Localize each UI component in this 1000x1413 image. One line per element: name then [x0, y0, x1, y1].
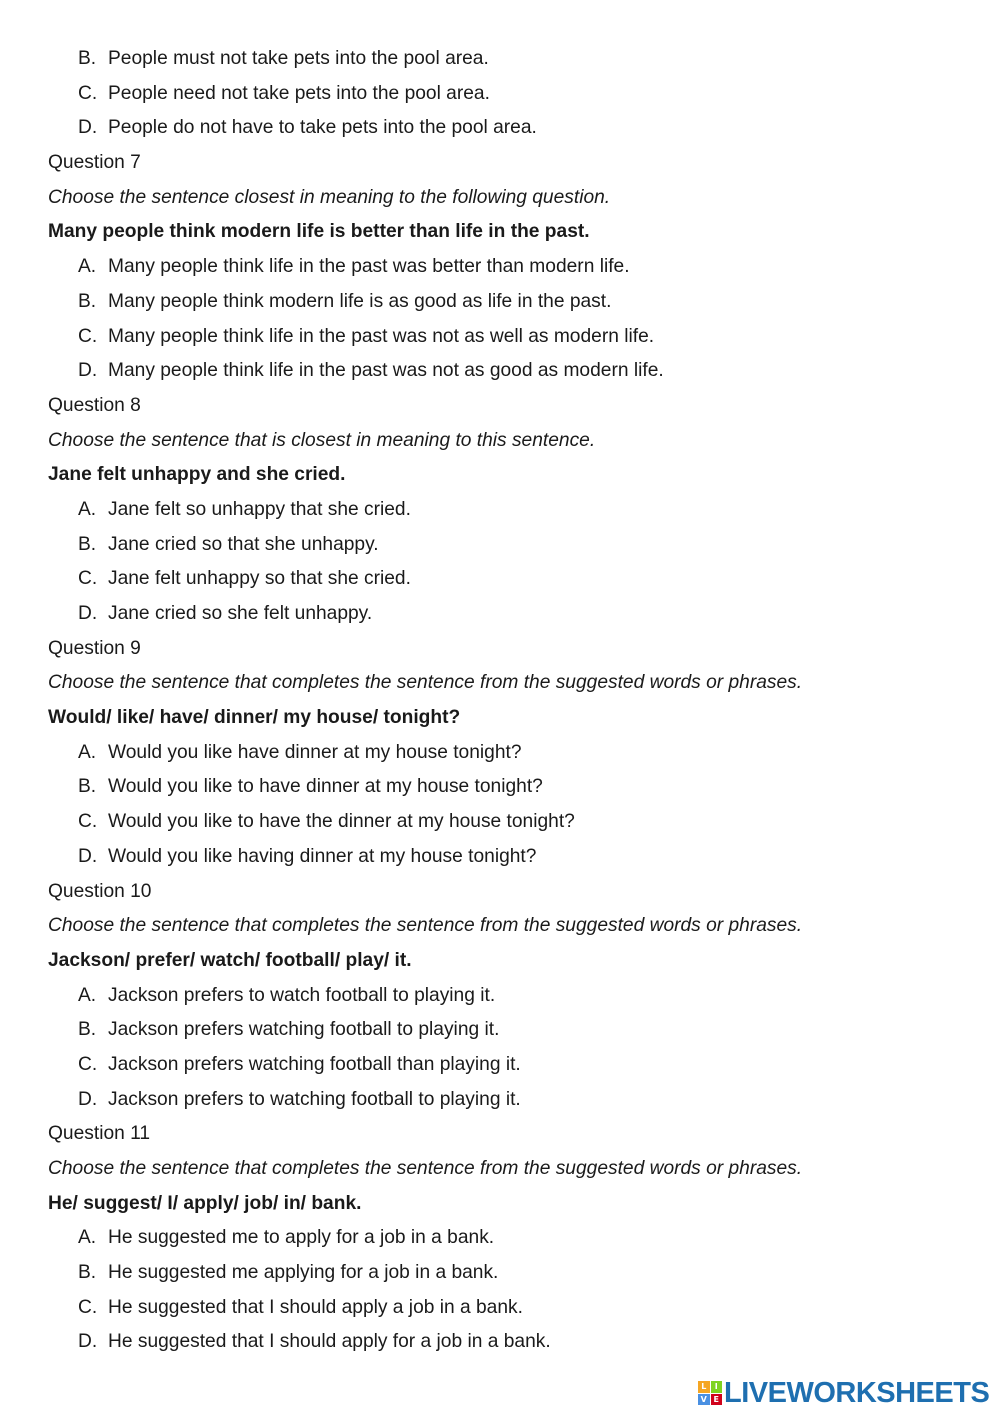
option-letter: A. [78, 741, 97, 763]
option-text: Jane cried so she felt unhappy. [108, 603, 373, 624]
answer-option [48, 979, 978, 1014]
answer-option [48, 770, 978, 805]
option-text: He suggested that I should apply for a job in a bank. [108, 1331, 551, 1353]
option-letter: C. [78, 1296, 98, 1318]
answer-option [48, 77, 978, 112]
answer-option [48, 840, 978, 875]
answer-option [48, 1291, 978, 1326]
answer-option [48, 493, 978, 528]
option-letter: D. [78, 1088, 98, 1110]
option-text: People need not take pets into the pool area. [108, 82, 490, 104]
option-letter: D. [78, 603, 98, 624]
answer-option [48, 597, 978, 632]
question-prompt: Many people think modern life is better than life in the past. [48, 221, 590, 243]
answer-option [48, 111, 978, 146]
question-heading: Question 8 [48, 394, 141, 416]
option-text: Jackson prefers watching football to playing it. [108, 1019, 500, 1041]
option-letter: A. [78, 498, 97, 520]
option-text: Many people think life in the past was not as good as modern life. [108, 360, 664, 382]
answer-option [48, 1256, 978, 1291]
option-text: Jackson prefers to watch football to playing it. [108, 984, 496, 1006]
option-letter: B. [78, 48, 97, 69]
option-letter: C. [78, 325, 98, 347]
option-letter: D. [78, 1331, 98, 1353]
answer-option [48, 320, 978, 355]
option-text: Jackson prefers watching football than playing it. [108, 1053, 521, 1075]
option-text: Would you like to have the dinner at my house tonight? [108, 811, 575, 833]
answer-option [48, 1013, 978, 1048]
answer-option [48, 1083, 978, 1118]
option-letter: C. [78, 568, 98, 590]
option-letter: B. [78, 1019, 97, 1041]
question-prompt: Jackson/ prefer/ watch/ football/ play/ it. [48, 949, 412, 971]
option-letter: A. [78, 984, 97, 1006]
option-letter: A. [78, 256, 97, 278]
question-heading: Question 10 [48, 880, 152, 902]
answer-option [48, 1325, 978, 1360]
logo-icon-letter: E [711, 1394, 723, 1406]
answer-option [48, 42, 978, 77]
answer-option [48, 285, 978, 320]
option-text: Many people think life in the past was better than modern life. [108, 256, 630, 278]
answer-option [48, 1221, 978, 1256]
option-text: Would you like to have dinner at my house tonight? [108, 776, 543, 798]
option-letter: C. [78, 82, 98, 104]
option-letter: C. [78, 1053, 98, 1075]
question-prompt: Would/ like/ have/ dinner/ my house/ tonight? [48, 707, 461, 729]
option-text: Would you like have dinner at my house tonight? [108, 741, 522, 763]
option-letter: A. [78, 1227, 97, 1249]
question-instruction: Choose the sentence that is closest in meaning to this sentence. [48, 429, 596, 451]
option-letter: C. [78, 811, 98, 833]
logo-icon-letter: I [711, 1381, 723, 1393]
option-text: People must not take pets into the pool area. [108, 48, 489, 69]
option-text: Jane cried so that she unhappy. [108, 533, 379, 555]
option-text: Many people think life in the past was not as well as modern life. [108, 325, 655, 347]
liveworksheets-logo [698, 1378, 989, 1408]
option-letter: B. [78, 533, 97, 555]
answer-option [48, 736, 978, 771]
logo-icon [698, 1381, 722, 1405]
answer-option [48, 805, 978, 840]
answer-option [48, 528, 978, 563]
question-heading: Question 7 [48, 152, 141, 174]
logo-text: LIVEWORKSHEETS [724, 1377, 990, 1409]
option-text: He suggested me to apply for a job in a bank. [108, 1227, 495, 1249]
option-letter: B. [78, 776, 97, 798]
answer-option [48, 250, 978, 285]
logo-icon-letter: V [698, 1394, 710, 1406]
logo-icon-letter: L [698, 1381, 710, 1393]
option-letter: D. [78, 117, 98, 139]
option-letter: D. [78, 845, 98, 867]
option-letter: B. [78, 1262, 97, 1284]
worksheet-content [48, 42, 978, 1360]
question-instruction: Choose the sentence that completes the sentence from the suggested words or phrases. [48, 915, 803, 937]
question-heading: Question 11 [48, 1123, 151, 1145]
question-instruction: Choose the sentence that completes the sentence from the suggested words or phrases. [48, 672, 803, 694]
question-heading: Question 9 [48, 637, 141, 659]
option-letter: B. [78, 290, 97, 312]
option-letter: D. [78, 360, 98, 382]
question-instruction: Choose the sentence closest in meaning to the following question. [48, 186, 611, 208]
option-text: He suggested that I should apply a job in a bank. [108, 1296, 523, 1318]
option-text: He suggested me applying for a job in a bank. [108, 1262, 499, 1284]
option-text: Jane felt so unhappy that she cried. [108, 498, 411, 520]
answer-option [48, 354, 978, 389]
option-text: Many people think modern life is as good as life in the past. [108, 290, 612, 312]
option-text: Jackson prefers to watching football to playing it. [108, 1088, 521, 1110]
question-instruction: Choose the sentence that completes the sentence from the suggested words or phrases. [48, 1158, 803, 1179]
question-prompt: He/ suggest/ I/ apply/ job/ in/ bank. [48, 1192, 362, 1214]
option-text: People do not have to take pets into the pool area. [108, 117, 537, 139]
option-text: Would you like having dinner at my house tonight? [108, 845, 537, 867]
question-prompt: Jane felt unhappy and she cried. [48, 464, 346, 486]
answer-option [48, 1048, 978, 1083]
option-text: Jane felt unhappy so that she cried. [108, 568, 411, 590]
answer-option [48, 562, 978, 597]
